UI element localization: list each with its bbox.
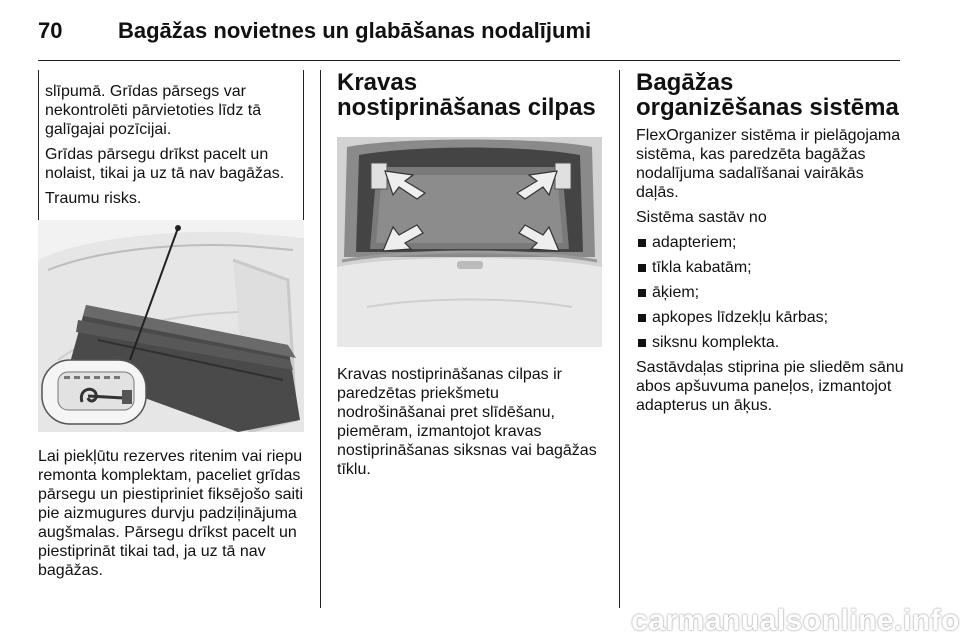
column-divider	[320, 70, 321, 608]
bullet-icon	[638, 239, 646, 247]
list-item: apkopes līdzekļu kārbas;	[636, 308, 904, 327]
component-list	[636, 233, 904, 352]
section-heading: Kravas nostiprināšanas cilpas	[337, 69, 596, 121]
body-text: Lai piekļūtu rezerves ritenim vai riepu remonta komplektam, paceliet grīdas pārsegu un piestipriniet fiksējošo saiti pie aizmugures durvju padziļinājuma augšmalas. Pārsegu drīkst pacelt un piestiprināt tikai tad, ja uz tā nav bagāžas.	[38, 448, 304, 579]
warning-text: slīpumā. Grīdas pārsegs var nekontrolēti pārvietoties līdz tā galīgajai pozīcijai.	[45, 83, 262, 138]
column-divider	[619, 70, 620, 608]
column-middle	[337, 70, 603, 120]
body-text: Sistēma sastāv no	[636, 209, 767, 226]
bullet-icon	[638, 289, 646, 297]
bullet-icon	[638, 339, 646, 347]
bullet-icon	[638, 314, 646, 322]
column-right	[636, 70, 904, 421]
floor-cover-illustration	[38, 220, 304, 432]
watermark-brand: carmanualsonline.info	[631, 604, 960, 637]
section-heading: Bagāžas organizēšanas sistēma	[636, 69, 899, 121]
cargo-hooks-illustration	[337, 137, 602, 347]
body-text: Kravas nostiprināšanas cilpas ir paredzētas priekšmetu nodrošināšanai pret slīdēšanu, piemēram, izmantojot kravas nostiprināšanas siksnas vai bagāžas tīklu.	[337, 366, 597, 478]
column-middle-body	[337, 365, 603, 485]
body-text: Sastāvdaļas stiprina pie sliedēm sānu abos apšuvuma paneļos, izmantojot adapterus un āķus.	[636, 359, 904, 414]
bullet-icon	[638, 264, 646, 272]
list-item: āķiem;	[636, 283, 904, 302]
page-number: 70	[38, 18, 63, 43]
column-left	[38, 70, 304, 223]
list-item: adapteriem;	[636, 233, 904, 252]
warning-text: Traumu risks.	[45, 190, 142, 207]
list-item: tīkla kabatām;	[636, 258, 904, 277]
body-text: FlexOrganizer sistēma ir pielāgojama sistēma, kas paredzēta bagāžas nodalījuma sadalīšanai vairākās daļās.	[636, 127, 901, 201]
list-item: siksnu komplekta.	[636, 333, 904, 352]
header-rule	[38, 60, 900, 61]
page-header	[38, 10, 898, 50]
warning-box	[38, 70, 304, 223]
column-left-body	[38, 447, 304, 586]
warning-text: Grīdas pārsegu drīkst pacelt un nolaist, tikai ja uz tā nav bagāžas.	[45, 146, 285, 182]
page-title: Bagāžas novietnes un glabāšanas nodalījumi	[118, 18, 592, 43]
